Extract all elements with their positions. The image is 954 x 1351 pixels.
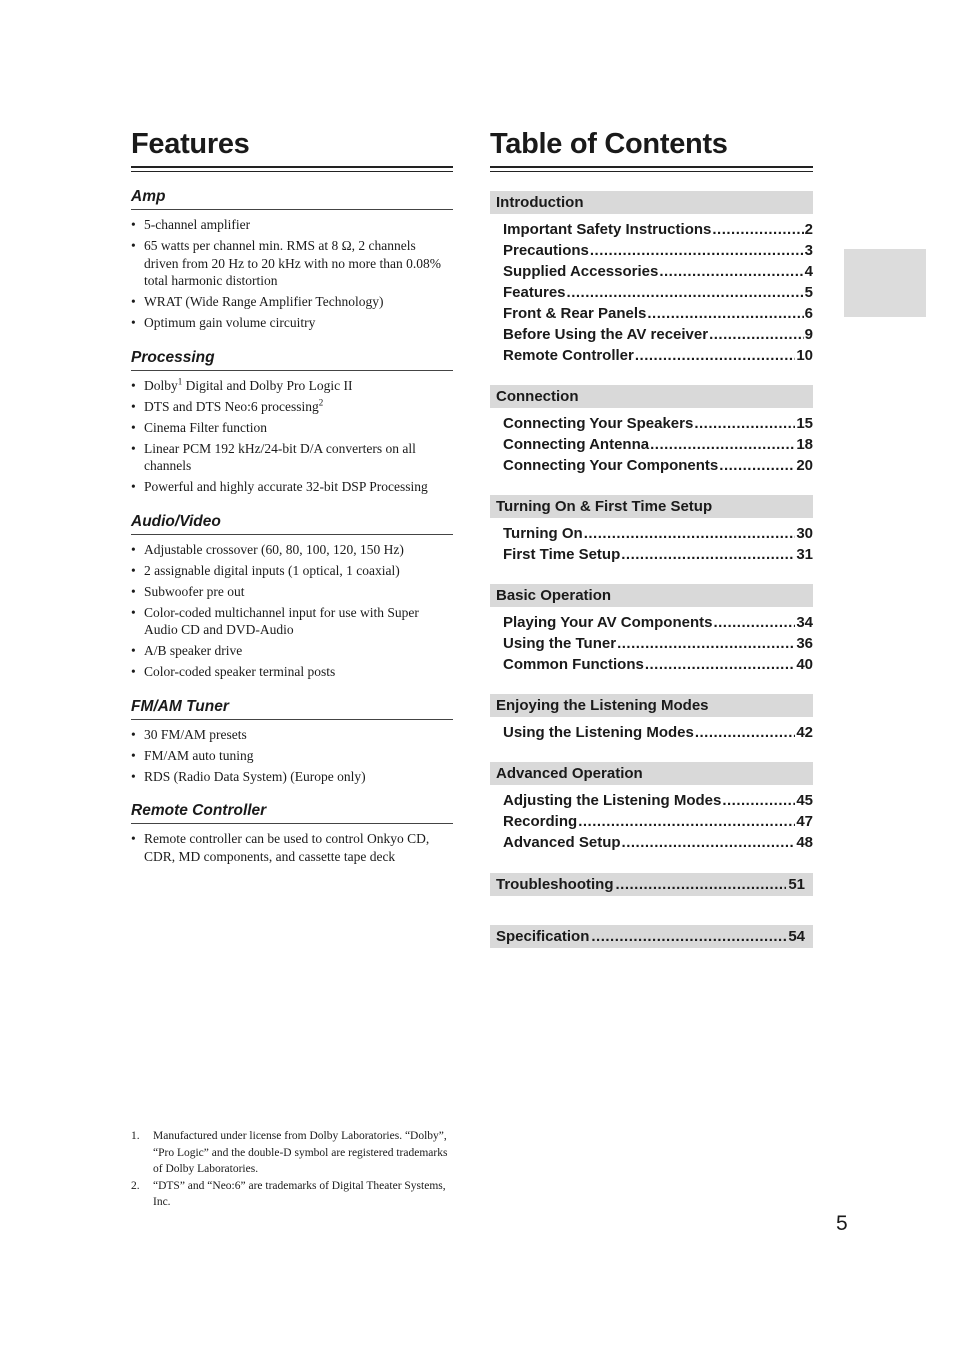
toc-leader-dots — [713, 612, 795, 633]
toc-entry-page: 20 — [796, 457, 813, 474]
features-list-item: • RDS (Radio Data System) (Europe only) — [131, 768, 453, 786]
toc-entry[interactable] — [503, 219, 813, 240]
toc-entry[interactable] — [503, 413, 813, 434]
toc-leader-dots — [621, 544, 795, 565]
toc-group-heading: Advanced Operation — [490, 762, 813, 785]
features-section-heading: Remote Controller — [131, 802, 453, 824]
features-section-heading: Audio/Video — [131, 513, 453, 535]
toc-leader-dots — [719, 455, 795, 476]
features-list — [131, 726, 453, 786]
features-list-item: • DTS and DTS Neo:6 processing$^2$ — [131, 398, 453, 416]
footnote-number: 2. — [131, 1179, 140, 1192]
toc-entry-page: 30 — [796, 525, 813, 542]
footnote — [131, 1178, 453, 1211]
toc-entry[interactable] — [503, 722, 813, 743]
features-list — [131, 830, 453, 865]
toc-entry-page: 3 — [804, 242, 813, 259]
toc-entry-label: Turning On — [503, 525, 583, 542]
toc-entry-page: 15 — [796, 415, 813, 432]
toc-entries — [490, 717, 813, 743]
toc-entry[interactable] — [503, 303, 813, 324]
footnote-text: “DTS” and “Neo:6” are trademarks of Digital Theater Systems, Inc. — [153, 1179, 446, 1208]
toc-entry-page: 10 — [796, 347, 813, 364]
features-title: Features — [131, 128, 250, 160]
toc-leader-dots — [590, 240, 804, 261]
features-column — [131, 126, 453, 869]
toc-entries — [490, 785, 813, 853]
toc-title-rule — [490, 166, 813, 172]
features-sections — [131, 188, 453, 865]
section-side-tab — [844, 249, 926, 317]
toc-entry-label: Advanced Setup — [503, 834, 621, 851]
footnote — [131, 1128, 453, 1178]
toc-group — [490, 495, 813, 565]
toc-group — [490, 584, 813, 675]
features-list-item: • Remote controller can be used to control Onkyo CD, CDR, MD components, and cassette tape deck — [131, 830, 453, 865]
toc-leader-dots — [635, 345, 795, 366]
features-list-item: • 2 assignable digital inputs (1 optical, 1 coaxial) — [131, 562, 453, 580]
toc-leader-dots — [709, 324, 804, 345]
toc-entry-label: Using the Tuner — [503, 635, 617, 652]
toc-entry-page: 40 — [796, 656, 813, 673]
toc-entry-label: First Time Setup — [503, 546, 621, 563]
toc-entry-page: 47 — [796, 813, 813, 830]
footnote-ref: 2 — [318, 397, 324, 407]
features-list-item: • FM/AM auto tuning — [131, 747, 453, 765]
toc-entries — [490, 607, 813, 675]
toc-entry-label: Before Using the AV receiver — [503, 326, 709, 343]
toc-entry-page: 2 — [804, 221, 813, 238]
toc-group-heading: Turning On & First Time Setup — [490, 495, 813, 518]
toc-entry-label: Specification — [496, 928, 590, 945]
toc-leader-dots — [578, 811, 795, 832]
toc-leader-dots — [650, 434, 795, 455]
toc-leader-dots — [567, 282, 804, 303]
footnote-text: Manufactured under license from Dolby Laboratories. “Dolby”, “Pro Logic” and the double-D symbol are registered trademarks of Dolby Laboratories. — [153, 1130, 448, 1175]
toc-entry[interactable] — [503, 790, 813, 811]
toc-entry-label: Adjusting the Listening Modes — [503, 792, 722, 809]
toc-leader-dots — [712, 219, 803, 240]
toc-entry-page: 5 — [804, 284, 813, 301]
features-list-item: • A/B speaker drive — [131, 642, 453, 660]
toc-entry[interactable] — [503, 240, 813, 261]
toc-group — [490, 385, 813, 476]
toc-entry-label: Remote Controller — [503, 347, 634, 364]
toc-entry[interactable] — [503, 811, 813, 832]
toc-entry[interactable] — [503, 261, 813, 282]
features-list-item: • Color-coded multichannel input for use with Super Audio CD and DVD-Audio — [131, 604, 453, 639]
toc-entry-page: 6 — [804, 305, 813, 322]
toc-entry-label: Troubleshooting — [496, 876, 614, 893]
toc-leader-dots — [722, 790, 795, 811]
toc-entry-page: 4 — [804, 263, 813, 280]
toc-leader-dots — [647, 303, 803, 324]
toc-entry-page: 9 — [804, 326, 813, 343]
toc-group — [490, 762, 813, 853]
footnote-number: 1. — [131, 1130, 140, 1142]
toc-entry-label: Front & Rear Panels — [503, 305, 647, 322]
toc-leader-dots — [616, 876, 787, 893]
toc-entry-page: 34 — [796, 614, 813, 631]
toc-entry[interactable] — [503, 523, 813, 544]
features-section-heading: Processing — [131, 349, 453, 371]
toc-title: Table of Contents — [490, 128, 728, 160]
features-list-item: • Cinema Filter function — [131, 419, 453, 437]
toc-group — [490, 191, 813, 366]
features-list-item: • WRAT (Wide Range Amplifier Technology) — [131, 293, 453, 311]
footnote-ref: 1 — [177, 376, 183, 386]
features-list-item: • Optimum gain volume circuitry — [131, 314, 453, 332]
toc-entry-label: Supplied Accessories — [503, 263, 659, 280]
toc-entry-page: 42 — [796, 724, 813, 741]
toc-column — [490, 126, 813, 948]
toc-entries — [490, 214, 813, 366]
toc-entry-page: 54 — [788, 928, 805, 945]
toc-entry[interactable] — [503, 544, 813, 565]
toc-entry-label: Recording — [503, 813, 578, 830]
toc-entry-label: Connecting Your Components — [503, 457, 719, 474]
toc-entry[interactable] — [503, 282, 813, 303]
toc-entry-label: Playing Your AV Components — [503, 614, 713, 631]
features-section-heading: Amp — [131, 188, 453, 210]
toc-entry-page: 18 — [796, 436, 813, 453]
features-list-item: • Dolby$^1$ Digital and Dolby Pro Logic II — [131, 377, 453, 395]
toc-entry[interactable] — [503, 832, 813, 853]
toc-entry[interactable] — [503, 324, 813, 345]
toc-leader-dots — [584, 523, 796, 544]
features-list — [131, 541, 453, 681]
toc-entry[interactable] — [503, 612, 813, 633]
toc-entry-page: 45 — [796, 792, 813, 809]
toc-entry[interactable] — [503, 654, 813, 675]
toc-group — [490, 694, 813, 743]
toc-entry-label: Connecting Antenna — [503, 436, 650, 453]
toc-leader-dots — [622, 832, 796, 853]
toc-leader-dots — [617, 633, 795, 654]
toc-entry-page: 36 — [796, 635, 813, 652]
features-list-item: • Color-coded speaker terminal posts — [131, 663, 453, 681]
features-list-item: • Subwoofer pre out — [131, 583, 453, 601]
page-number: 5 — [836, 1212, 848, 1235]
toc-leader-dots — [645, 654, 795, 675]
toc-group-heading: Connection — [490, 385, 813, 408]
toc-entry[interactable] — [503, 345, 813, 366]
toc-bar-entry[interactable] — [490, 925, 813, 948]
toc-leader-dots — [659, 261, 803, 282]
features-section-heading: FM/AM Tuner — [131, 698, 453, 720]
toc-leader-dots — [591, 928, 786, 945]
toc-leader-dots — [695, 722, 795, 743]
features-list — [131, 377, 453, 496]
toc-entry-page: 31 — [796, 546, 813, 563]
toc-entry-label: Common Functions — [503, 656, 644, 673]
features-list-item: • 5-channel amplifier — [131, 216, 453, 234]
toc-entry-label: Precautions — [503, 242, 589, 259]
toc-entries — [490, 408, 813, 476]
features-list-item: • 65 watts per channel min. RMS at 8 Ω, 2 channels driven from 20 Hz to 20 kHz with no more than 0.08% total harmonic distortion — [131, 237, 453, 290]
features-list-item: • 30 FM/AM presets — [131, 726, 453, 744]
toc-group-heading: Introduction — [490, 191, 813, 214]
toc-group-heading: Enjoying the Listening Modes — [490, 694, 813, 717]
features-list-item: • Linear PCM 192 kHz/24-bit D/A converters on all channels — [131, 440, 453, 475]
toc-entry[interactable] — [503, 434, 813, 455]
features-list — [131, 216, 453, 332]
toc-entry-label: Important Safety Instructions — [503, 221, 712, 238]
features-list-item: • Adjustable crossover (60, 80, 100, 120, 150 Hz) — [131, 541, 453, 559]
toc-entry-page: 51 — [788, 876, 805, 893]
toc-entry[interactable] — [503, 455, 813, 476]
toc-groups — [490, 191, 813, 948]
features-title-rule — [131, 166, 453, 172]
toc-bar-entry[interactable] — [490, 873, 813, 896]
toc-entry-label: Using the Listening Modes — [503, 724, 694, 741]
toc-leader-dots — [694, 413, 795, 434]
toc-entry[interactable] — [503, 633, 813, 654]
toc-entry-label: Connecting Your Speakers — [503, 415, 694, 432]
footnotes — [131, 1128, 453, 1211]
toc-entry-page: 48 — [796, 834, 813, 851]
features-list-item: • Powerful and highly accurate 32-bit DSP Processing — [131, 478, 453, 496]
toc-entry-label: Features — [503, 284, 566, 301]
toc-group-heading: Basic Operation — [490, 584, 813, 607]
toc-entries — [490, 518, 813, 565]
